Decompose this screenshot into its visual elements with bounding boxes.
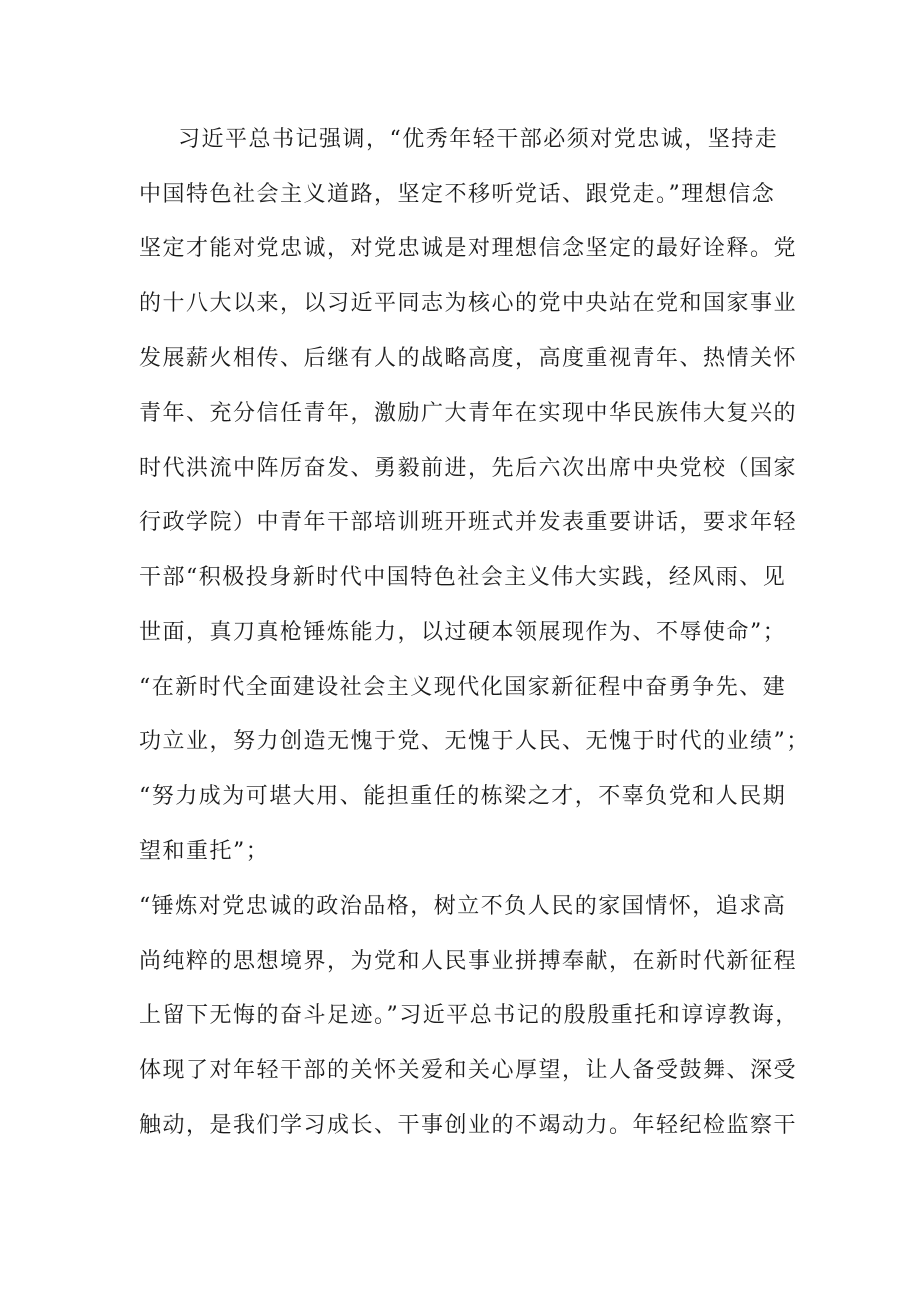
text-line-8: 行政学院）中青年干部培训班开班式并发表重要讲话，要求年轻: [139, 510, 798, 535]
text-line-7: 时代洪流中阵厉奋发、勇毅前进，先后六次出席中央党校（国家: [139, 456, 798, 481]
text-line-19: 触动，是我们学习成长、干事创业的不竭动力。年轻纪检监察干: [139, 1113, 798, 1138]
text-line-3: 坚定才能对党忠诚，对党忠诚是对理想信念坚定的最好诠释。党: [139, 236, 798, 261]
text-line-9: 干部“积极投身新时代中国特色社会主义伟大实践，经风雨、见: [139, 565, 787, 590]
text-line-17: 上留下无悔的奋斗足迹。”习近平总书记的殷殷重托和谆谆教诲，: [139, 1003, 799, 1028]
text-line-1: 习近平总书记强调，“优秀年轻干部必须对党忠诚，坚持走: [178, 127, 779, 152]
text-line-6: 青年、充分信任青年，激励广大青年在实现中华民族伟大复兴的: [139, 401, 798, 426]
text-line-15: “锤炼对党忠诚的政治品格，树立不负人民的家国情怀，追求高: [139, 894, 787, 919]
text-line-4: 的十八大以来，以习近平同志为核心的党中央站在党和国家事业: [139, 291, 798, 316]
text-line-5: 发展薪火相传、后继有人的战略高度，高度重视青年、热情关怀: [139, 346, 798, 371]
text-line-10: 世面，真刀真枪锤炼能力，以过硬本领展现作为、不辱使命”；: [139, 620, 787, 645]
text-line-13: “努力成为可堪大用、能担重任的栋梁之才，不辜负党和人民期: [139, 784, 787, 809]
text-line-11: “在新时代全面建设社会主义现代化国家新征程中奋勇争先、建: [139, 675, 787, 700]
text-line-12: 功立业，努力创造无愧于党、无愧于人民、无愧于时代的业绩”；: [139, 729, 810, 754]
text-line-14: 望和重托”；: [139, 839, 270, 864]
text-line-16: 尚纯粹的思想境界，为党和人民事业拼搏奉献，在新时代新征程: [139, 949, 798, 974]
text-line-18: 体现了对年轻干部的关怀关爱和关心厚望，让人备受鼓舞、深受: [139, 1058, 798, 1083]
text-line-2: 中国特色社会主义道路，坚定不移听党话、跟党走。”理想信念: [139, 182, 776, 207]
